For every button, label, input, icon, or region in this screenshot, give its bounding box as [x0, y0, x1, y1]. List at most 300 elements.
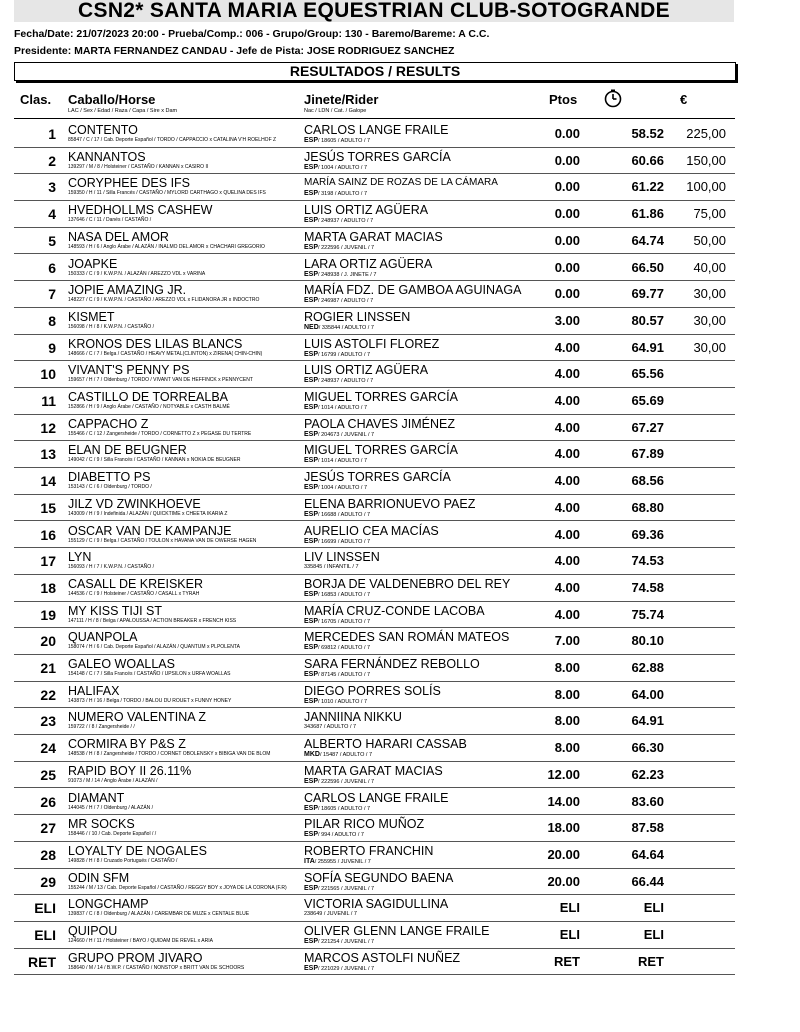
rider-details: / 335844 / ADULTO / 7	[318, 324, 374, 331]
points: 8.00	[554, 740, 580, 756]
table-row	[14, 467, 735, 495]
points: 4.00	[554, 446, 580, 462]
table-row	[14, 681, 735, 709]
table-row	[14, 173, 735, 201]
rider-name: VICTORIA SAGIDULLINA	[304, 897, 449, 912]
points: 4.00	[554, 499, 580, 515]
rider-nationality: ESP	[304, 777, 319, 785]
rider-info	[304, 431, 374, 438]
column-header-points: Ptos	[549, 92, 578, 107]
rider-nationality: ESP	[304, 484, 319, 492]
placing: 25	[40, 766, 56, 783]
prize-money: 225,00	[686, 126, 726, 141]
rider-name: SOFÍA SEGUNDO BAENA	[304, 870, 454, 885]
prize-money: 40,00	[693, 259, 726, 275]
rider-info	[304, 244, 374, 251]
horse-name: NUMERO VALENTINA Z	[68, 710, 206, 725]
time: 61.86	[631, 206, 664, 222]
time: 68.80	[631, 499, 664, 515]
points: 0.00	[554, 259, 580, 275]
horse-info: 91073 / M / 14 / Anglo Árabe / ALAZÁN /	[68, 777, 158, 784]
rider-details: / 16853 / ADULTO / 7	[318, 591, 371, 598]
rider-info	[304, 377, 373, 384]
horse-info: 158640 / M / 14 / B.W.P. / CASTAÑO / NONSTOP x BRITT VAN DE SCHOORS	[68, 964, 245, 971]
placing: 28	[40, 846, 56, 863]
points: 20.00	[547, 873, 580, 889]
rider-name: MIGUEL TORRES GARCÍA	[304, 390, 458, 404]
time: 67.89	[631, 446, 664, 462]
horse-name: DIAMANT	[68, 790, 125, 805]
horse-name: CONTENTO	[68, 123, 138, 137]
time: 83.60	[631, 793, 664, 809]
rider-name: MERCEDES SAN ROMÁN MATEOS	[304, 630, 510, 645]
clock-icon	[603, 88, 623, 111]
rider-details: / 16799 / ADULTO / 7	[318, 351, 371, 358]
horse-name: GRUPO PROM JIVARO	[68, 950, 203, 965]
rider-name: CARLOS LANGE FRAILE	[304, 790, 449, 805]
rider-info	[304, 484, 367, 491]
points: 7.00	[554, 633, 580, 649]
officials-line: Presidente: MARTA FERNANDEZ CANDAU - Jefe de Pista: JOSE RODRIGUEZ SANCHEZ	[14, 45, 455, 57]
rider-details: / 994 / ADULTO / 7	[318, 832, 364, 839]
time: 64.74	[631, 232, 664, 248]
rider-info	[304, 938, 374, 945]
horse-name: ODIN SFM	[68, 870, 130, 885]
rider-name: BORJA DE VALDENEBRO DEL REY	[304, 576, 511, 591]
rider-nationality: ESP	[304, 377, 319, 385]
placing: 4	[48, 206, 56, 223]
points: 4.00	[554, 579, 580, 595]
points: 4.00	[554, 553, 580, 569]
placing: 3	[48, 179, 56, 196]
rider-info	[304, 324, 374, 331]
rider-nationality: ESP	[304, 350, 319, 358]
horse-info: 148593 / H / 6 / Anglo Árabe / ALAZÁN / INALMO DEL AMOR x CHACHARI GREGORIO	[68, 243, 265, 250]
rider-details: / 18605 / ADULTO / 7	[318, 805, 371, 812]
rider-name: MIGUEL TORRES GARCÍA	[304, 443, 458, 458]
rider-details: / 222596 / JUVENIL / 7	[318, 244, 375, 251]
horse-name: JOPIE AMAZING JR.	[68, 283, 187, 298]
rider-nationality: ESP	[304, 831, 319, 839]
points: 20.00	[547, 846, 580, 862]
horse-name: MR SOCKS	[68, 817, 135, 832]
table-row	[14, 414, 735, 442]
rider-nationality: ITA	[304, 857, 315, 865]
horse-info: 144045 / H / 7 / Oldenburg / ALAZÁN /	[68, 804, 154, 811]
table-row	[14, 868, 735, 896]
horse-info: 155129 / C / 9 / Belga / CASTAÑO / TOULON x HAVANA VAN DE OWERSE HAGEN	[68, 537, 257, 544]
rider-nationality: ESP	[304, 297, 319, 305]
rider-info	[304, 618, 370, 625]
table-row	[14, 547, 735, 575]
rider-details: / 222596 / JUVENIL / 7	[318, 778, 375, 785]
rider-name: MARÍA SAINZ DE ROZAS DE LA CÁMARA	[304, 177, 498, 189]
rider-nationality: ESP	[304, 617, 319, 625]
horse-name: ELAN DE BEUGNER	[68, 443, 187, 458]
points: 8.00	[554, 686, 580, 702]
placing: 18	[40, 579, 56, 596]
rider-info	[304, 885, 374, 892]
rider-info	[304, 805, 370, 812]
time: 69.36	[631, 526, 664, 542]
time: RET	[638, 953, 664, 969]
horse-info: 158074 / H / 6 / Cab. Deporte Español / ALAZÁN / QUANTUM x PLPOLENTA	[68, 644, 240, 651]
placing: 16	[40, 526, 56, 543]
rider-name: LIV LINSSEN	[304, 550, 380, 565]
table-row	[14, 120, 735, 148]
rider-info	[304, 164, 367, 171]
rider-details: / 1014 / ADULTO / 7	[318, 405, 368, 411]
horse-info: 147111 / H / 8 / Belga / APALOUSSA / ACTION BREAKER x FRENCH KISS	[68, 617, 237, 624]
points: 0.00	[554, 152, 580, 168]
rider-details: 238649 / JUVENIL / 7	[304, 911, 357, 918]
rider-info	[304, 538, 370, 545]
rider-info	[304, 457, 367, 464]
placing: 26	[40, 793, 56, 810]
rider-details: / 255955 / JUVENIL / 7	[314, 858, 371, 865]
rider-name: AURELIO CEA MACÍAS	[304, 523, 439, 538]
horse-info: 156093 / H / 7 / K.W.P.N. / CASTAÑO /	[68, 564, 154, 571]
rider-name: ALBERTO HARARI CASSAB	[304, 737, 467, 752]
rider-nationality: ESP	[304, 884, 319, 892]
horse-name: LONGCHAMP	[68, 897, 149, 912]
horse-info: 124660 / H / 11 / Holsteiner / BAYO / QUIDAM DE REVEL x ARIA	[68, 938, 213, 944]
placing: ELI	[34, 900, 56, 917]
placing: 22	[40, 686, 56, 703]
horse-name: MY KISS TIJI ST	[68, 603, 163, 618]
horse-info: 155244 / M / 13 / Cab. Deporte Español / CASTAÑO / REGGY BOY x JOYA DE LA CORONA (F.R)	[68, 884, 287, 891]
horse-info: 150333 / C / 9 / K.W.P.N. / ALAZÁN / AREZZO VDL x VARINA	[68, 270, 206, 277]
table-row	[14, 200, 735, 228]
rider-nationality: NED	[304, 323, 319, 331]
rider-name: ROGIER LINSSEN	[304, 309, 411, 324]
horse-name: DIABETTO PS	[68, 470, 151, 485]
placing: 19	[40, 606, 56, 623]
rider-details: / 248937 / ADULTO / 7	[318, 218, 374, 225]
horse-name: GALEO WOALLAS	[68, 657, 175, 671]
horse-info: 143009 / H / 9 / Indefinida / ALAZÁN / QUICKTIME x CHEETA IKARIA Z	[68, 510, 228, 517]
rider-nationality: ESP	[304, 217, 319, 225]
rider-name: JESÚS TORRES GARCÍA	[304, 470, 451, 485]
rider-info	[304, 831, 364, 838]
points: 4.00	[554, 606, 580, 622]
placing: 2	[48, 152, 56, 169]
time: 74.53	[631, 553, 664, 569]
rider-nationality: ESP	[304, 671, 319, 678]
rider-details: / 1010 / ADULTO / 7	[318, 698, 368, 705]
time: 64.91	[631, 339, 664, 355]
rider-name: LARA ORTIZ AGÜERA	[304, 256, 433, 271]
time: 66.30	[631, 740, 664, 756]
horse-info: 137646 / C / 11 / Danés / CASTAÑO /	[68, 217, 152, 224]
rider-details: / 3198 / ADULTO / 7	[318, 191, 368, 198]
table-row	[14, 627, 735, 655]
points: 14.00	[547, 793, 580, 809]
rider-nationality: ESP	[304, 938, 319, 945]
points: 4.00	[554, 473, 580, 489]
rider-name: OLIVER GLENN LANGE FRAILE	[304, 924, 490, 938]
horse-name: JOAPKE	[68, 256, 118, 271]
table-row	[14, 574, 735, 602]
time: 87.58	[631, 820, 664, 836]
points: 0.00	[554, 286, 580, 302]
points: 4.00	[554, 526, 580, 542]
rider-info	[304, 724, 356, 730]
rider-nationality: ESP	[304, 804, 319, 812]
horse-name: RAPID BOY II 26.11%	[68, 763, 192, 778]
table-row	[14, 334, 735, 362]
prize-money: 75,00	[693, 206, 726, 222]
table-row	[14, 307, 735, 335]
rider-details: / 221254 / JUVENIL / 7	[318, 939, 375, 945]
rider-info	[304, 671, 370, 678]
points: 4.00	[554, 393, 580, 408]
time: 69.77	[631, 286, 664, 302]
rider-details: / 69812 / ADULTO / 7	[318, 645, 371, 652]
rider-name: MARÍA CRUZ-CONDE LACOBA	[304, 603, 485, 618]
rider-nationality: ESP	[304, 697, 319, 705]
horse-name: HVEDHOLLMS CASHEW	[68, 203, 213, 218]
placing: ELI	[34, 927, 56, 943]
horse-info: 154148 / C / 7 / Silla Francés / CASTAÑO / UPSILON x URFA WOALLAS	[68, 671, 231, 677]
rider-nationality: ESP	[304, 190, 319, 198]
column-header-horse: Caballo/Horse	[68, 92, 156, 107]
points: 12.00	[547, 766, 580, 782]
column-subheader-horse: LAC / Sex / Edad / Raza / Capa / Sire x Dam	[68, 108, 178, 114]
rider-details: / 221029 / JUVENIL / 7	[318, 965, 375, 972]
horse-name: CORYPHEE DES IFS	[68, 176, 191, 191]
points: 4.00	[554, 339, 580, 355]
prize-money: 30,00	[693, 286, 726, 302]
column-header-rider: Jinete/Rider	[304, 92, 379, 107]
rider-name: MARÍA FDZ. DE GAMBOA AGUINAGA	[304, 283, 522, 298]
rider-details: / 16688 / ADULTO / 7	[318, 511, 371, 518]
table-row	[14, 360, 735, 388]
rider-info	[304, 965, 374, 972]
placing: 6	[48, 259, 56, 276]
rider-name: JESÚS TORRES GARCÍA	[304, 149, 451, 164]
column-header-clas: Clas.	[20, 92, 52, 107]
table-row	[14, 894, 735, 922]
table-row	[14, 387, 735, 415]
rider-nationality: ESP	[304, 644, 319, 652]
prize-money: 150,00	[686, 152, 726, 168]
prize-money: 50,00	[693, 232, 726, 248]
placing: 8	[48, 312, 56, 329]
rider-info	[304, 217, 373, 224]
placing: RET	[28, 953, 56, 970]
horse-info: 148666 / C / 7 / Belga / CASTAÑO / HEAVY METAL(CLINTON) x ZIRENA( CHIN-CHIN)	[68, 350, 263, 357]
rider-details: / 1004 / ADULTO / 7	[318, 164, 368, 171]
horse-info: 149828 / H / 8 / Cruzado Portugués / CASTAÑO /	[68, 857, 178, 864]
rider-nationality: ESP	[304, 137, 319, 144]
horse-info: 158446 / / 10 / Cab. Deporte Español / /	[68, 831, 157, 838]
placing: 10	[40, 366, 56, 383]
time: 75.74	[631, 606, 664, 622]
rider-details: / 1014 / ADULTO / 7	[318, 458, 368, 465]
table-row	[14, 601, 735, 629]
horse-name: KANNANTOS	[68, 149, 146, 164]
horse-info: 156098 / H / 8 / K.W.P.N. / CASTAÑO /	[68, 323, 154, 330]
points: 0.00	[554, 179, 580, 195]
placing: 29	[40, 873, 56, 890]
rider-info	[304, 137, 370, 144]
rider-name: SARA FERNÁNDEZ REBOLLO	[304, 657, 480, 671]
horse-info: 159350 / H / 11 / Silla Francés / CASTAÑO / MYLORD CARTHAGO x QUELINA DES IFS	[68, 190, 266, 197]
rider-info	[304, 564, 359, 570]
rider-info	[304, 911, 357, 917]
rider-name: PAOLA CHAVES JIMÉNEZ	[304, 416, 455, 431]
horse-info: 155466 / C / 12 / Zangersheide / TORDO / CORNETTO Z x PEGASE DU TERTRE	[68, 430, 252, 437]
table-row	[14, 921, 735, 949]
rider-details: / 246987 / ADULTO / 7	[318, 298, 374, 305]
table-row	[14, 841, 735, 869]
placing: 14	[40, 473, 56, 490]
rider-name: DIEGO PORRES SOLÍS	[304, 683, 441, 698]
time: ELI	[643, 900, 664, 916]
time: 65.69	[631, 393, 664, 408]
rider-info	[304, 351, 370, 358]
table-row	[14, 147, 735, 175]
time: 66.50	[631, 259, 664, 275]
points: ELI	[559, 900, 580, 916]
horse-name: OSCAR VAN DE KAMPANJE	[68, 523, 232, 538]
points: 4.00	[554, 419, 580, 435]
column-header-prize: €	[680, 92, 688, 107]
rider-name: LUIS ORTIZ AGÜERA	[304, 203, 429, 218]
points: 0.00	[554, 206, 580, 222]
rider-details: / 16699 / ADULTO / 7	[318, 538, 371, 545]
time: 64.91	[631, 713, 664, 729]
horse-info: 159722 / / 8 / Zangersheide / /	[68, 724, 135, 731]
points: 8.00	[554, 713, 580, 729]
table-row	[14, 814, 735, 842]
time: 80.10	[631, 633, 664, 649]
horse-name: JILZ VD ZWINKHOEVE	[68, 496, 201, 511]
rider-details: / 15487 / ADULTO / 7	[319, 752, 373, 759]
rider-details: / 87145 / ADULTO / 7	[318, 672, 371, 678]
rider-nationality: ESP	[304, 270, 319, 278]
rider-nationality: ESP	[304, 457, 319, 465]
table-row	[14, 788, 735, 816]
horse-info: 85847 / C / 17 / Cab. Deporte Español / TORDO / CAPPACCIO x CATALINA V'H ROELHOF Z	[68, 137, 277, 143]
rider-name: MARTA GARAT MACIAS	[304, 763, 443, 778]
rider-name: MARCOS ASTOLFI NUÑEZ	[304, 950, 461, 965]
rider-info	[304, 190, 367, 197]
placing: 5	[48, 232, 56, 249]
rider-nationality: ESP	[304, 430, 319, 438]
horse-name: LYN	[68, 550, 92, 565]
placing: 27	[40, 820, 56, 837]
table-row	[14, 654, 735, 682]
points: ELI	[559, 927, 580, 942]
time: 60.66	[631, 152, 664, 168]
points: 8.00	[554, 660, 580, 675]
points: 0.00	[554, 126, 580, 141]
horse-info: 143873 / H / 16 / Belga / TORDO / BALOU DU ROUET x FUNNY HONEY	[68, 697, 232, 704]
rider-info	[304, 751, 372, 758]
time: 62.88	[631, 660, 664, 675]
points: 0.00	[554, 232, 580, 248]
rider-info	[304, 404, 367, 411]
rider-name: LUIS ORTIZ AGÜERA	[304, 363, 429, 378]
table-row	[14, 494, 735, 522]
horse-name: KISMET	[68, 309, 115, 324]
time: 65.56	[631, 366, 664, 382]
horse-info: 139297 / M / 8 / Holsteiner / CASTAÑO / KANNAN x CASIRO II	[68, 163, 209, 170]
horse-info: 153143 / C / 6 / Oldenburg / TORDO /	[68, 484, 152, 491]
rider-info	[304, 698, 367, 705]
horse-info: 144536 / C / 9 / Holsteiner / CASTAÑO / CASALL x TYRAH	[68, 590, 200, 597]
rider-details: / 221565 / JUVENIL / 7	[318, 885, 375, 892]
rider-nationality: ESP	[304, 404, 319, 411]
horse-name: VIVANT'S PENNY PS	[68, 363, 190, 378]
placing: 9	[48, 339, 56, 356]
prize-money: 100,00	[686, 179, 726, 195]
horse-info: 148538 / H / 8 / Zangersheide / TORDO / CORNET OBOLENSKY x BIBIGA VAN DE BLOM	[68, 751, 271, 758]
time: 62.23	[631, 766, 664, 782]
horse-name: NASA DEL AMOR	[68, 229, 169, 244]
rider-details: 335845 / INFANTIL / 7	[304, 564, 359, 571]
placing: 12	[40, 419, 56, 436]
time: 67.27	[631, 419, 664, 435]
prize-money: 30,00	[693, 339, 726, 355]
horse-name: CASALL DE KREISKER	[68, 576, 204, 591]
points: 3.00	[554, 312, 580, 328]
placing: 13	[40, 446, 56, 463]
horse-name: LOYALTY DE NOGALES	[68, 843, 207, 858]
horse-info: 149042 / C / 9 / Silla Francés / CASTAÑO / KANNAN x NOKIA DE BEUGNER	[68, 457, 241, 464]
date-line: Fecha/Date: 21/07/2023 20:00 - Prueba/Comp.: 006 - Grupo/Group: 130 - Baremo/Bareme: A C.C.	[14, 28, 490, 40]
table-row	[14, 948, 735, 976]
horse-name: QUIPOU	[68, 924, 118, 938]
rider-info	[304, 778, 374, 785]
placing: 24	[40, 740, 56, 757]
rider-details: / 18605 / ADULTO / 7	[318, 138, 371, 144]
table-row	[14, 734, 735, 762]
rider-details: / 16705 / ADULTO / 7	[318, 618, 371, 625]
prize-money: 30,00	[693, 312, 726, 328]
rider-info	[304, 511, 370, 518]
time: 58.52	[631, 126, 664, 141]
rider-details: 343687 / ADULTO / 7	[304, 724, 357, 731]
rider-nationality: ESP	[304, 163, 319, 171]
rider-name: CARLOS LANGE FRAILE	[304, 123, 449, 137]
time: 68.56	[631, 473, 664, 489]
table-row	[14, 707, 735, 735]
table-row	[14, 440, 735, 468]
rider-nationality: ESP	[304, 537, 319, 545]
horse-name: KRONOS DES LILAS BLANCS	[68, 336, 243, 351]
points: 4.00	[554, 366, 580, 382]
time: 74.58	[631, 579, 664, 595]
placing: 1	[48, 126, 56, 142]
rider-info	[304, 591, 370, 598]
horse-name: CORMIRA BY P&S Z	[68, 737, 186, 752]
rider-nationality: ESP	[304, 243, 319, 251]
time: 64.64	[631, 846, 664, 862]
horse-info: 152866 / H / 9 / Anglo Árabe / CASTAÑO / NOTYABLE x CASTH BALMÉ	[68, 404, 230, 410]
rider-details: / 248937 / ADULTO / 7	[318, 378, 374, 385]
table-row	[14, 254, 735, 282]
column-subheader-rider: Nac / LDN / Cat. / Galope	[304, 108, 367, 114]
rider-nationality: ESP	[304, 964, 319, 972]
table-row	[14, 280, 735, 308]
horse-name: CAPPACHO Z	[68, 416, 149, 431]
rider-details: / 248938 / J. JINETE / 7	[318, 271, 377, 278]
horse-name: CASTILLO DE TORREALBA	[68, 390, 229, 404]
horse-info: 139837 / C / 8 / Oldenburg / ALAZÁN / CAREMBAR DE MUZE x CENTALE BLUE	[68, 911, 250, 918]
